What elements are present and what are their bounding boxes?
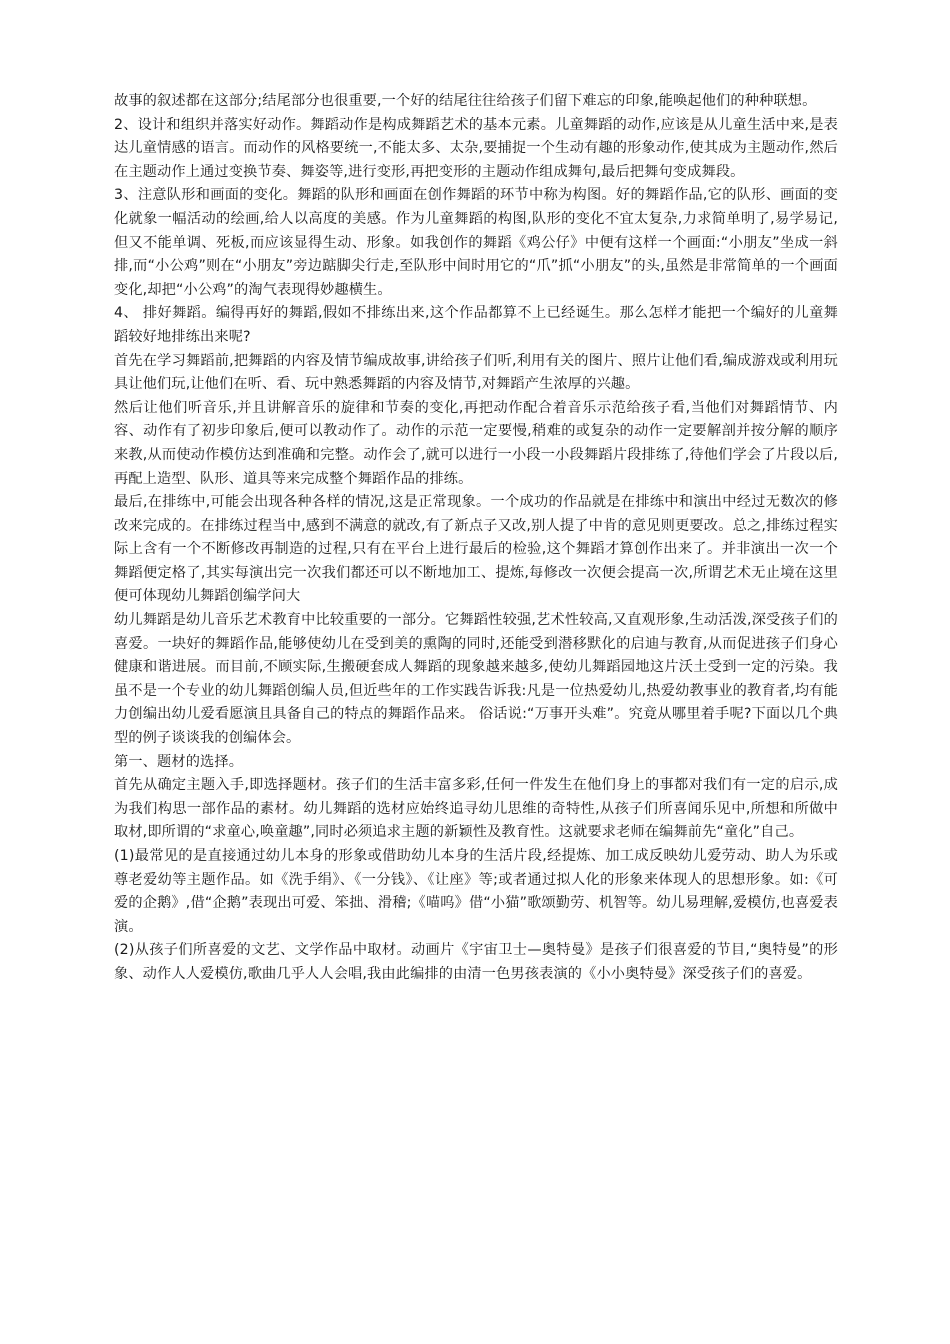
paragraph-point-4-rehearsal: 4、 排好舞蹈。编得再好的舞蹈,假如不排练出来,这个作品都算不上已经诞生。那么怎样才能把一个编好的儿童舞蹈较好地排练出来呢? bbox=[114, 305, 838, 345]
paragraph-topic-item-2: (2)从孩子们所喜爱的文艺、文学作品中取材。动画片《宇宙卫士—奥特曼》是孩子们很喜爱的节目,“奥特曼”的形象、动作人人爱模仿,歌曲几乎人人会唱,我由此编排的由清一色男孩表演的《小小奥特曼》深受孩子们的喜爱。 bbox=[114, 942, 838, 982]
paragraph-intro-ending: 故事的叙述都在这部分;结尾部分也很重要,一个好的结尾往往给孩子们留下难忘的印象,能唤起他们的种种联想。 bbox=[114, 93, 817, 109]
paragraph-point-2-movements: 2、设计和组织并落实好动作。舞蹈动作是构成舞蹈艺术的基本元素。儿童舞蹈的动作,应该是从儿童生活中来,是表达儿童情感的语言。而动作的风格要统一,不能太多、太杂,要捕捉一个生动有趣的形象动作,使其成为主题动作,然后在主题动作上通过变换节奏、舞姿等,进行变形,再把变形的主题动作组成舞句,最后把舞句变成舞段。 bbox=[114, 116, 838, 180]
document-body bbox=[114, 90, 838, 987]
paragraph-topic-item-1: (1)最常见的是直接通过幼儿本身的形象或借助幼儿本身的生活片段,经提炼、加工成反映幼儿爱劳动、助人为乐或尊老爱幼等主题作品。如《洗手绢》、《一分钱》、《让座》等;或者通过拟人化的形象来体现人的思想形象。如:《可爱的企鹅》,借“企鹅”表现出可爱、笨拙、滑稽;《喵呜》借“小猫”歌颂勤劳、机智等。幼儿易理解,爱模仿,也喜爱表演。 bbox=[114, 848, 838, 935]
paragraph-rehearsal-first: 首先在学习舞蹈前,把舞蹈的内容及情节编成故事,讲给孩子们听,利用有关的图片、照片让他们看,编成游戏或利用玩具让他们玩,让他们在听、看、玩中熟悉舞蹈的内容及情节,对舞蹈产生浓厚的兴趣。 bbox=[114, 352, 838, 393]
paragraph-rehearsal-then: 然后让他们听音乐,并且讲解音乐的旋律和节奏的变化,再把动作配合着音乐示范给孩子看,当他们对舞蹈情节、内容、动作有了初步印象后,便可以教动作了。动作的示范一定要慢,稍难的或复杂的动作一定要解剖并按分解的顺序来教,从而使动作模仿达到准确和完整。动作会了,就可以进行一小段一小段舞蹈片段排练了,待他们学会了片段以后,再配上造型、队形、道具等来完成整个舞蹈作品的排练。 bbox=[114, 399, 838, 487]
paragraph-children-dance-intro: 幼儿舞蹈是幼儿音乐艺术教育中比较重要的一部分。它舞蹈性较强,艺术性较高,又直观形象,生动活泼,深受孩子们的喜爱。一块好的舞蹈作品,能够使幼儿在受到美的熏陶的同时,还能受到潜移默化的启迪与教育,从而促进孩子们身心健康和谐进展。而目前,不顾实际,生搬硬套成人舞蹈的现象越来越多,使幼儿舞蹈园地这片沃土受到一定的污染。我虽不是一个专业的幼儿舞蹈创编人员,但近些年的工作实践告诉我:凡是一位热爱幼儿,热爱幼教事业的教育者,均有能力创编出幼儿爱看愿演且具备自己的特点的舞蹈作品来。 俗话说:“万事开头难”。究竟从哪里着手呢?下面以几个典型的例子谈谈我的创编体会。 bbox=[114, 612, 838, 747]
paragraph-topic-selection: 首先从确定主题入手,即选择题材。孩子们的生活丰富多彩,任何一件发生在他们身上的事都对我们有一定的启示,成为我们构思一部作品的素材。幼儿舞蹈的选材应始终追寻幼儿思维的奇特性,从孩子们所喜闻乐见中,所想和所做中取材,即所谓的“求童心,唤童趣”,同时必须追求主题的新颖性及教育性。这就要求老师在编舞前先“童化”自己。 bbox=[114, 777, 838, 841]
paragraph-rehearsal-finally: 最后,在排练中,可能会出现各种各样的情况,这是正常现象。一个成功的作品就是在排练中和演出中经过无数次的修改来完成的。在排练过程当中,感到不满意的就改,有了新点子又改,别人提了中肯的意见则更要改。总之,排练过程实际上含有一个不断修改再制造的过程,只有在平台上进行最后的检验,这个舞蹈才算创作出来了。并非演出一次一个舞蹈便定格了,其实每演出完一次我们都还可以不断地加工、提炼,每修改一次便会提高一次,所谓艺术无止境在这里便可体现幼儿舞蹈创编学问大 bbox=[114, 494, 838, 605]
section-heading-topic-selection: 第一、题材的选择。 bbox=[114, 753, 244, 770]
paragraph-point-3-formations: 3、注意队形和画面的变化。舞蹈的队形和画面在创作舞蹈的环节中称为构图。好的舞蹈作品,它的队形、画面的变化就象一幅活动的绘画,给人以高度的美感。作为儿童舞蹈的构图,队形的变化不宜太复杂,力求简单明了,易学易记,但又不能单调、死板,而应该显得生动、形象。如我创作的舞蹈《鸡公仔》中便有这样一个画面:“小朋友”坐成一斜排,而“小公鸡”则在“小朋友”旁边踮脚尖行走,至队形中间时用它的“爪”抓“小朋友”的头,虽然是非常简单的一个画面变化,却把“小公鸡”的淘气表现得妙趣横生。 bbox=[114, 187, 838, 298]
